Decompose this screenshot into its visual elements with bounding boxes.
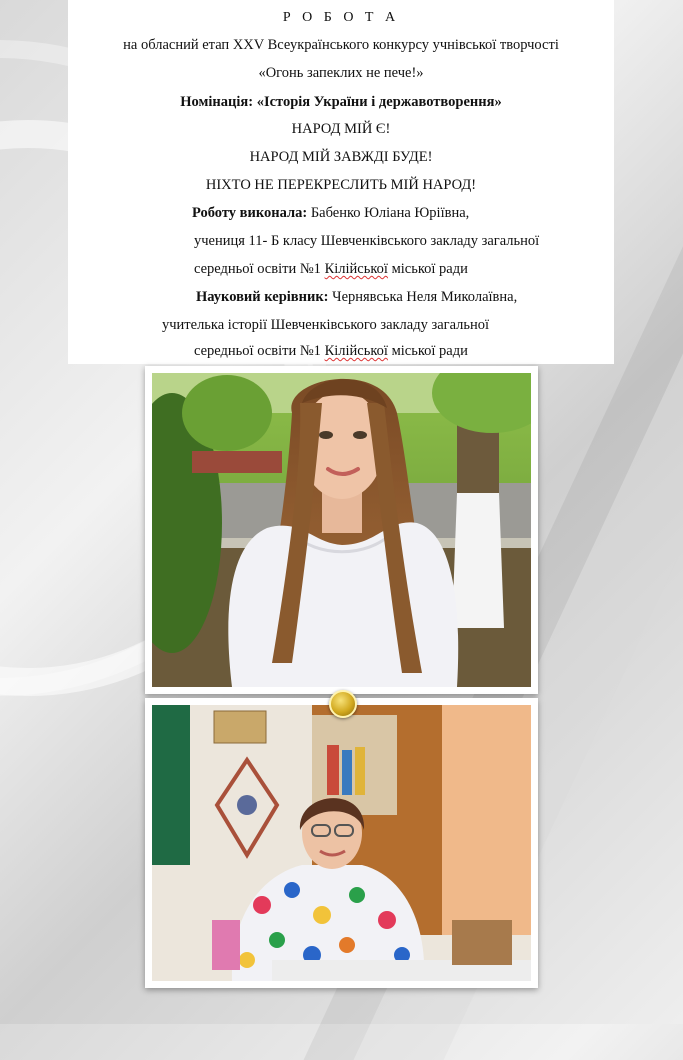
teacher-photo-image	[152, 705, 531, 981]
title-page	[68, 0, 614, 364]
teacher-photo	[145, 698, 538, 988]
document-title: Р О Б О Т А	[282, 10, 400, 25]
author-class: учениця 11- Б класу Шевченківського закладу загальної	[194, 233, 540, 249]
competition-line: на обласний етап XXV Всеукраїнського конкурсу учнівської творчості	[123, 37, 559, 53]
author-line: Роботу виконала: Бабенко Юліана Юріївна,	[192, 205, 470, 221]
supervisor-line: Науковий керівник: Чернявська Неля Миколаївна,	[196, 289, 518, 305]
student-photo	[145, 366, 538, 694]
author-school: середньої освіти №1 Кілійської міської ради	[194, 261, 468, 277]
slogan-1: НАРОД МІЙ Є!	[291, 121, 391, 137]
supervisor-position: учителька історії Шевченківського закладу загальної	[162, 317, 490, 333]
teacher-portrait-illustration	[152, 705, 531, 981]
nomination: Номінація: «Історія України і державотворення»	[180, 94, 502, 110]
student-portrait-illustration	[152, 373, 531, 687]
pushpin-icon	[329, 690, 357, 718]
slogan-2: НАРОД МІЙ ЗАВЖДІ БУДЕ!	[249, 149, 433, 165]
student-photo-image	[152, 373, 531, 687]
competition-name: «Огонь запеклих не пече!»	[258, 65, 424, 81]
slogan-3: НІХТО НЕ ПЕРЕКРЕСЛИТЬ МІЙ НАРОД!	[205, 177, 477, 193]
supervisor-school: середньої освіти №1 Кілійської міської ради	[194, 343, 468, 359]
